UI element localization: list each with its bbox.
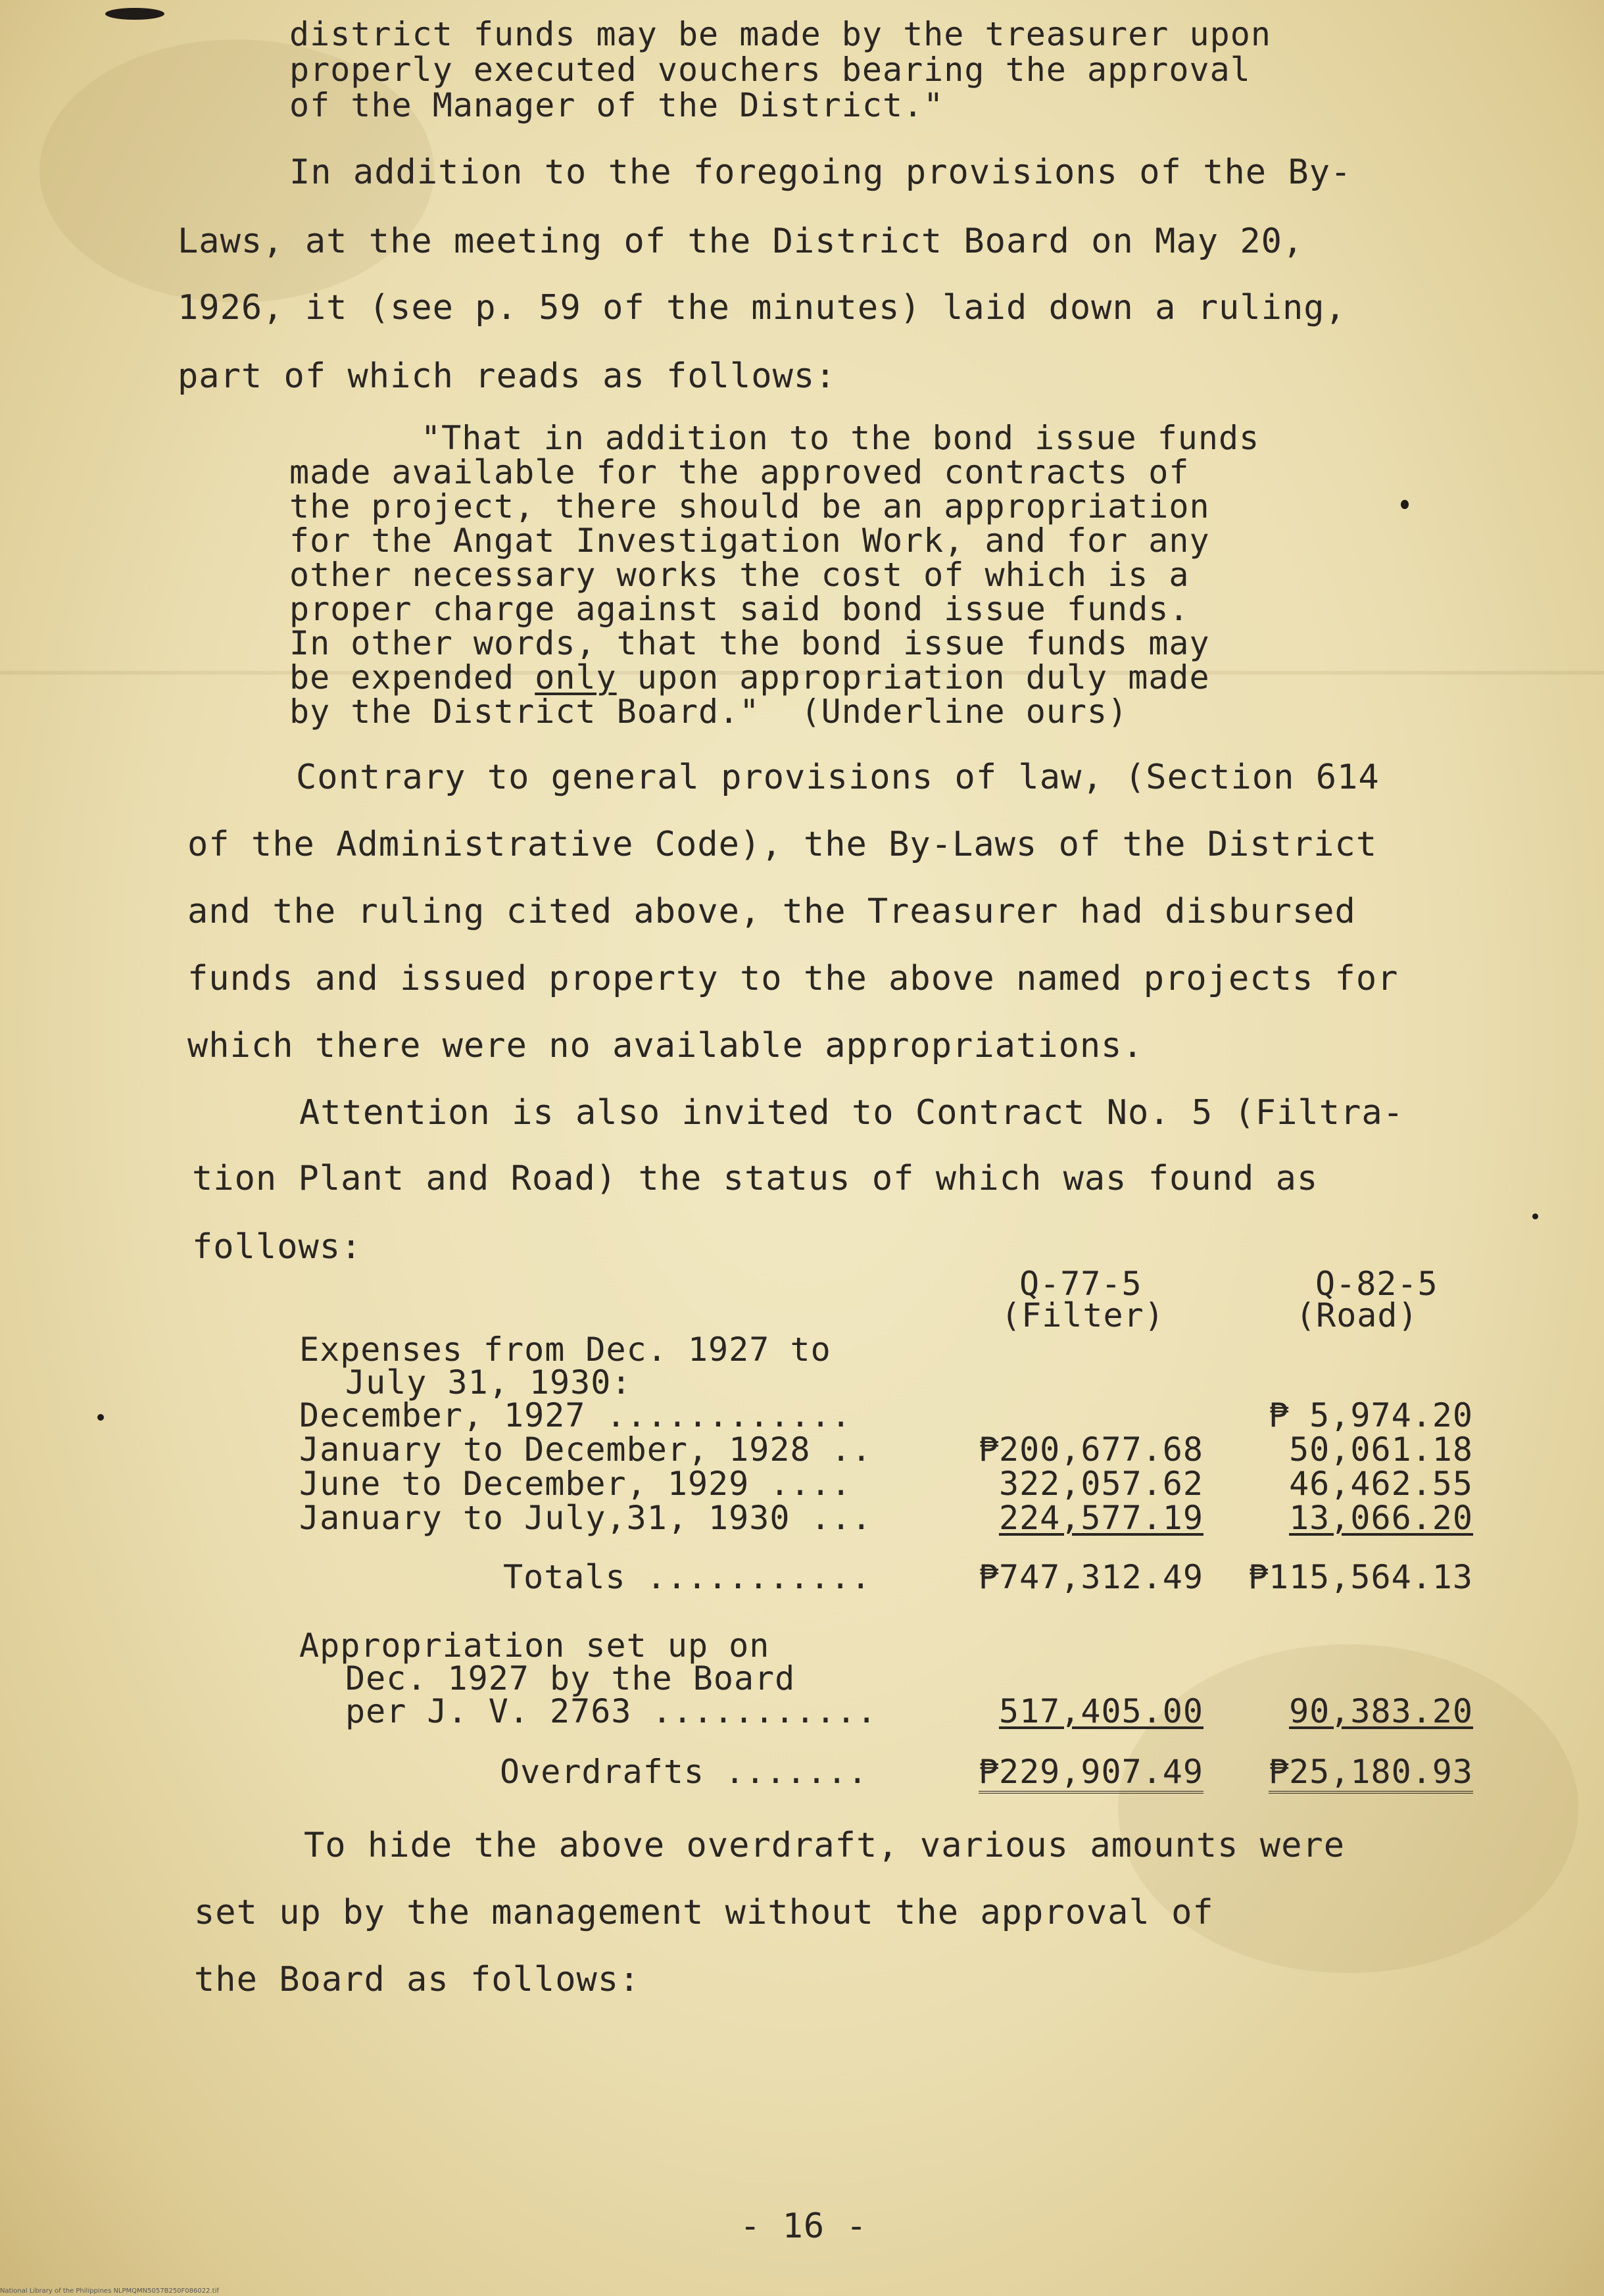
overdrafts-filter-amount: ₱229,907.49 bbox=[979, 1753, 1203, 1794]
col-road-header-2: (Road) bbox=[1296, 1296, 1419, 1334]
ink-blot bbox=[105, 8, 164, 20]
ink-dot bbox=[1401, 500, 1409, 509]
row-road-value: 13,066.20 bbox=[1289, 1499, 1473, 1537]
expenses-heading-1: Expenses from Dec. 1927 to bbox=[299, 1331, 831, 1369]
block-quote-line-4: for the Angat Investigation Work, and for any bbox=[289, 522, 1210, 560]
appropriation-road-value: 90,383.20 bbox=[1289, 1692, 1473, 1730]
block-quote-line-5: other necessary works the cost of which is a bbox=[289, 556, 1190, 594]
para3-line-2: tion Plant and Road) the status of which was found as bbox=[192, 1159, 1319, 1198]
ink-dot bbox=[1532, 1213, 1538, 1219]
row-filter-value: ₱200,677.68 bbox=[978, 1430, 1203, 1469]
para2-line-2: of the Administrative Code), the By-Laws of the District bbox=[187, 825, 1378, 864]
block-quote-line-1: "That in addition to the bond issue funds bbox=[421, 419, 1260, 457]
col-road-header-1: Q-82-5 bbox=[1315, 1265, 1438, 1303]
overdrafts-road-amount: ₱25,180.93 bbox=[1269, 1753, 1473, 1794]
row-label: January to July,31, 1930 ... bbox=[299, 1499, 872, 1537]
block-quote-line-6: proper charge against said bond issue funds. bbox=[289, 590, 1190, 628]
overdrafts-filter-value bbox=[947, 1755, 1203, 1789]
ink-dot bbox=[97, 1414, 104, 1421]
block-quote-line-7: In other words, that the bond issue funds may bbox=[289, 624, 1210, 662]
row-label: January to December, 1928 .. bbox=[299, 1430, 872, 1469]
para1-line-3: 1926, it (see p. 59 of the minutes) laid down a ruling, bbox=[178, 288, 1346, 328]
row-road-value: 50,061.18 bbox=[1289, 1430, 1473, 1469]
overdrafts-road-value bbox=[1217, 1755, 1473, 1789]
para4-line-2: set up by the management without the approval of bbox=[194, 1893, 1214, 1932]
row-road-value: ₱ 5,974.20 bbox=[1268, 1396, 1473, 1434]
totals-road-value: ₱115,564.13 bbox=[1248, 1558, 1473, 1596]
appropriation-label-2: Dec. 1927 by the Board bbox=[345, 1659, 796, 1698]
overdrafts-label: Overdrafts ....... bbox=[500, 1753, 868, 1791]
page-number: - 16 - bbox=[740, 2207, 867, 2246]
top-quote-line-3: of the Manager of the District." bbox=[289, 86, 944, 124]
block-quote-line-9: by the District Board." (Underline ours) bbox=[289, 693, 1129, 731]
top-quote-line-1: district funds may be made by the treasurer upon bbox=[289, 15, 1271, 53]
para2-line-4: funds and issued property to the above named projects for bbox=[187, 959, 1399, 998]
expenses-heading-2: July 31, 1930: bbox=[345, 1363, 632, 1402]
para2-line-3: and the ruling cited above, the Treasurer had disbursed bbox=[187, 892, 1356, 931]
totals-filter-value: ₱747,312.49 bbox=[978, 1558, 1203, 1596]
para4-line-1: To hide the above overdraft, various amounts were bbox=[304, 1826, 1346, 1865]
para1-line-4: part of which reads as follows: bbox=[178, 356, 837, 396]
para3-line-1: Attention is also invited to Contract No. 5 (Filtra- bbox=[299, 1093, 1404, 1133]
quote-text: upon appropriation duly made bbox=[616, 658, 1210, 696]
para2-line-1: Contrary to general provisions of law, (Section 614 bbox=[296, 758, 1380, 797]
col-filter-header-1: Q-77-5 bbox=[1019, 1265, 1142, 1303]
block-quote-line-8 bbox=[289, 660, 1210, 695]
totals-label: Totals ........... bbox=[503, 1558, 871, 1596]
para3-line-3: follows: bbox=[192, 1227, 362, 1267]
para1-line-1: In addition to the foregoing provisions of the By- bbox=[289, 153, 1352, 192]
row-filter-value: 224,577.19 bbox=[998, 1499, 1203, 1537]
row-road-value: 46,462.55 bbox=[1289, 1465, 1473, 1503]
appropriation-filter-value: 517,405.00 bbox=[998, 1692, 1203, 1730]
row-label: June to December, 1929 .... bbox=[299, 1465, 852, 1503]
row-filter-value: 322,057.62 bbox=[998, 1465, 1203, 1503]
quote-text: be expended bbox=[289, 658, 535, 696]
col-filter-header-2: (Filter) bbox=[1001, 1296, 1165, 1334]
para4-line-3: the Board as follows: bbox=[194, 1960, 641, 1999]
block-quote-line-3: the project, there should be an appropriation bbox=[289, 487, 1210, 525]
para2-line-5: which there were no available appropriations. bbox=[187, 1026, 1144, 1065]
block-quote-line-2: made available for the approved contracts of bbox=[289, 453, 1190, 491]
scan-footer: National Library of the Philippines NLPMQMN5057B250F086022.tif bbox=[0, 2287, 219, 2295]
row-label: December, 1927 ............ bbox=[299, 1396, 852, 1434]
top-quote-line-2: properly executed vouchers bearing the approval bbox=[289, 51, 1251, 89]
appropriation-label-3: per J. V. 2763 ........... bbox=[345, 1692, 877, 1730]
underlined-word: only bbox=[535, 658, 617, 696]
appropriation-label-1: Appropriation set up on bbox=[299, 1626, 770, 1665]
para1-line-2: Laws, at the meeting of the District Board on May 20, bbox=[178, 222, 1304, 261]
